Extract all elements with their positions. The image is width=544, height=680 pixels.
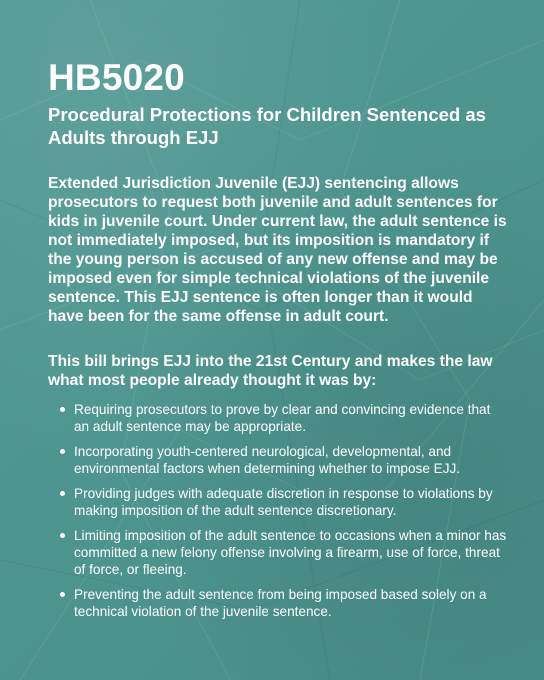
list-item — [60, 443, 508, 477]
lead-paragraph: This bill brings EJJ into the 21st Century and makes the law what most people already thought it was by: — [48, 353, 493, 389]
bill-title: HB5020 — [48, 57, 185, 98]
list-item-text: Limiting imposition of the adult sentence to occasions when a minor has committed a new felony offense involving a firearm, use of force, threat of force, or fleeing. — [74, 528, 507, 577]
list-item — [60, 586, 508, 620]
bullet-icon — [60, 592, 65, 597]
list-item — [60, 527, 508, 578]
provisions-list — [48, 401, 508, 620]
list-item — [60, 401, 508, 435]
list-item-text: Requiring prosecutors to prove by clear and convincing evidence that an adult sentence may be appropriate. — [74, 402, 491, 434]
bullet-icon — [60, 533, 65, 538]
bullet-icon — [60, 491, 65, 496]
intro-paragraph: Extended Jurisdiction Juvenile (EJJ) sentencing allows prosecutors to request both juvenile and adult sentences for kids in juvenile court. Under current law, the adult sentence is not immediately imposed, but its imposition is mandatory if the young person is accused of any new offense and may be imposed even for simple technical violations of the juvenile sentence. This EJJ sentence is often longer than it would have been for the same offense in adult court. — [48, 175, 507, 325]
list-item-text: Preventing the adult sentence from being imposed based solely on a technical violation of the juvenile sentence. — [74, 587, 487, 619]
bullet-icon — [60, 407, 65, 412]
bullet-icon — [60, 449, 65, 454]
list-item — [60, 485, 508, 519]
document-content — [48, 58, 508, 628]
list-item-text: Incorporating youth-centered neurological, developmental, and environmental factors when determining whether to impose EJJ. — [74, 444, 461, 476]
list-item-text: Providing judges with adequate discretion in response to violations by making imposition of the adult sentence discretionary. — [74, 486, 493, 518]
bill-subtitle: Procedural Protections for Children Sentenced as Adults through EJJ — [48, 104, 486, 148]
